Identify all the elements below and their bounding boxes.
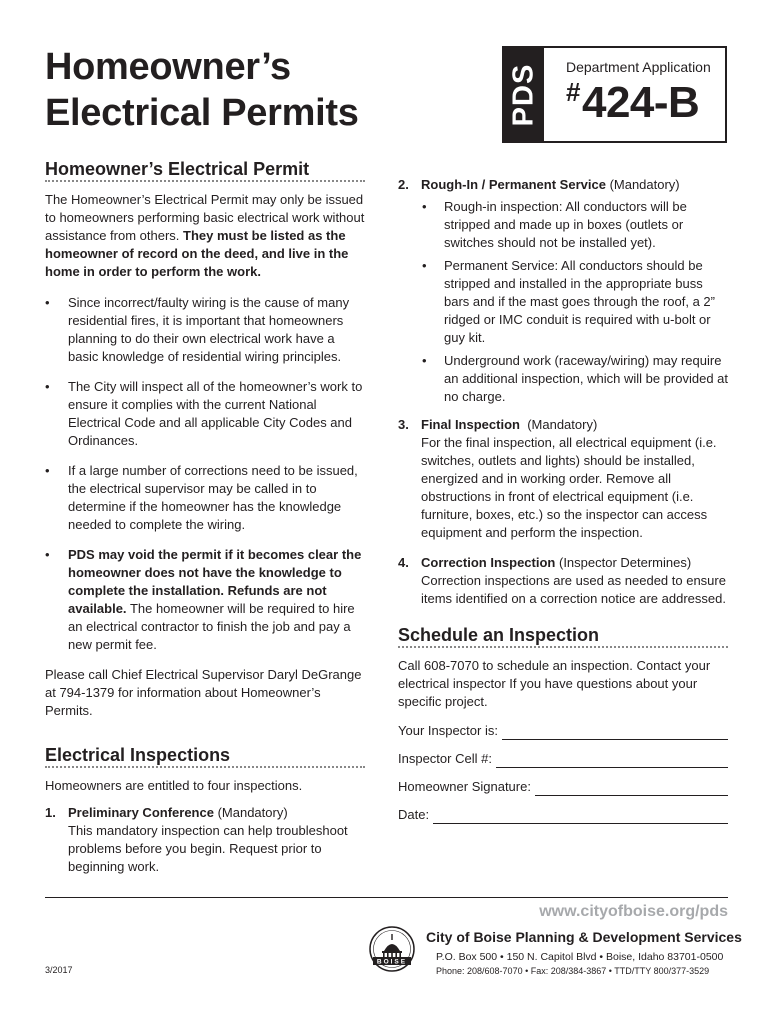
inspections-intro: Homeowners are entitled to four inspections. — [45, 778, 303, 793]
date-field — [398, 806, 728, 824]
item-qualifier: (Inspector Determines) — [558, 555, 692, 570]
list-item — [45, 546, 365, 654]
list-item: • The City will inspect all of the homeowner’s work to ensure it complies with the current National Electrical Code and all applicable City Codes and Ordinances. — [45, 378, 365, 450]
inspector-field — [398, 722, 728, 740]
date-input-line[interactable] — [433, 809, 728, 824]
footer-phone: Phone: 208/608-7070 • Fax: 208/384-3867 • TTD/TTY 800/377-3529 — [436, 966, 710, 976]
footer-org: City of Boise Planning & Development Services — [426, 929, 742, 945]
permit-intro-bold: They must be listed as the homeowner of record on the deed, and live in the home in order to perform the work. — [45, 228, 349, 279]
title-line-2: Electrical Permits — [45, 92, 359, 134]
item-title: Rough-In / Permanent Service — [421, 177, 606, 192]
item-title: Final Inspection — [421, 417, 520, 432]
item-title: Correction Inspection — [421, 555, 556, 570]
item-title: Preliminary Conference — [68, 805, 214, 820]
footer-address: P.O. Box 500 • 150 N. Capitol Blvd • Boise, Idaho 83701-0500 — [436, 951, 724, 963]
inspector-label: Your Inspector is: — [398, 723, 498, 738]
permit-intro — [45, 191, 365, 281]
application-number — [566, 77, 725, 128]
item-body: This mandatory inspection can help troubleshoot problems before you begin. Request prior to beginning work. — [68, 823, 348, 874]
list-item: • If a large number of corrections need to be issued, the electrical supervisor may be called in to determine if the homeowner has the knowledge needed to complete the wiring. — [45, 462, 365, 534]
inspector-input-line[interactable] — [502, 725, 728, 740]
number-hash: # — [566, 77, 580, 107]
signature-input-line[interactable] — [535, 781, 728, 796]
inspector-cell-field — [398, 750, 728, 768]
permit-heading: Homeowner’s Electrical Permit — [45, 160, 365, 182]
page-title — [45, 44, 359, 136]
inspections-heading: Electrical Inspections — [45, 746, 365, 768]
contact-note: Please call Chief Electrical Supervisor Daryl DeGrange at 794-1379 for information about Homeowner’s Permits. — [45, 667, 362, 718]
inspection-item-1 — [45, 804, 365, 876]
void-warning-bold: PDS may void the permit if it becomes clear the homeowner does not have the knowledge to complete the installation. Refunds are not available. — [68, 547, 362, 616]
footer-divider — [45, 897, 728, 898]
schedule-heading: Schedule an Inspection — [398, 626, 728, 648]
inspector-cell-input-line[interactable] — [496, 753, 728, 768]
title-line-1: Homeowner’s — [45, 46, 291, 88]
rough-in-bullets — [398, 198, 728, 406]
item-number: 2. — [398, 177, 409, 192]
void-warning-text: The homeowner will be required to hire an electrical contractor to finish the job and pay a new permit fee. — [68, 601, 355, 652]
item-body: For the final inspection, all electrical equipment (i.e. switches, outlets and lights) should be installed, energized and in working order. Remove all obstructions in front of electrical equipment (i.e. furniture, boxes, etc.) so the inspector can access equipment and perform the inspection. — [421, 435, 717, 540]
application-badge — [502, 46, 727, 143]
inspection-item-2 — [398, 176, 728, 194]
schedule-body: Call 608-7070 to schedule an inspection. Contact your electrical inspector If you have questions about your specific project. — [398, 658, 711, 709]
department-application-label: Department Application — [566, 59, 711, 75]
signature-label: Homeowner Signature: — [398, 779, 531, 794]
list-item: • Rough-in inspection: All conductors will be stripped and made up in boxes (outlets or switches should not be installed yet). — [398, 198, 728, 252]
list-item: • Underground work (raceway/wiring) may require an additional inspection, which will be provided at no charge. — [398, 352, 728, 406]
list-item: • Permanent Service: All conductors should be stripped and installed in the appropriate buss bars and if the mast goes through the roof, a 2” ridged or IMC conduit is required with u-bolt or guy kit. — [398, 257, 728, 347]
permit-bullets — [45, 294, 365, 654]
signature-field — [398, 778, 728, 796]
inspector-cell-label: Inspector Cell #: — [398, 751, 492, 766]
item-qualifier: (Mandatory) — [609, 177, 680, 192]
item-number: 4. — [398, 555, 409, 570]
item-number: 3. — [398, 417, 409, 432]
pds-tab — [504, 48, 544, 141]
city-seal-icon — [368, 925, 416, 973]
number-value: 424-B — [581, 78, 700, 127]
revision-date: 3/2017 — [45, 965, 73, 975]
list-item: • Since incorrect/faulty wiring is the cause of many residential fires, it is important that homeowners planning to do their own electrical work have a basic knowledge of residential wiring principles. — [45, 294, 365, 366]
item-number: 1. — [45, 805, 56, 820]
item-qualifier: (Mandatory) — [217, 805, 288, 820]
permit-intro-text: The Homeowner’s Electrical Permit may only be issued to homeowners performing basic electrical work without assistance from others. — [45, 192, 365, 243]
pds-label: PDS — [507, 63, 540, 126]
seal-text: BOISE — [376, 958, 408, 966]
item-body: Correction inspections are used as needed to ensure items identified on a correction notice are addressed. — [421, 573, 726, 606]
date-label: Date: — [398, 807, 430, 822]
inspection-item-3 — [398, 416, 728, 542]
inspection-item-4 — [398, 554, 728, 608]
item-qualifier: (Mandatory) — [527, 417, 598, 432]
footer-url-link[interactable]: www.cityofboise.org/pds — [539, 903, 728, 920]
right-column — [398, 176, 728, 824]
left-column — [45, 160, 365, 876]
